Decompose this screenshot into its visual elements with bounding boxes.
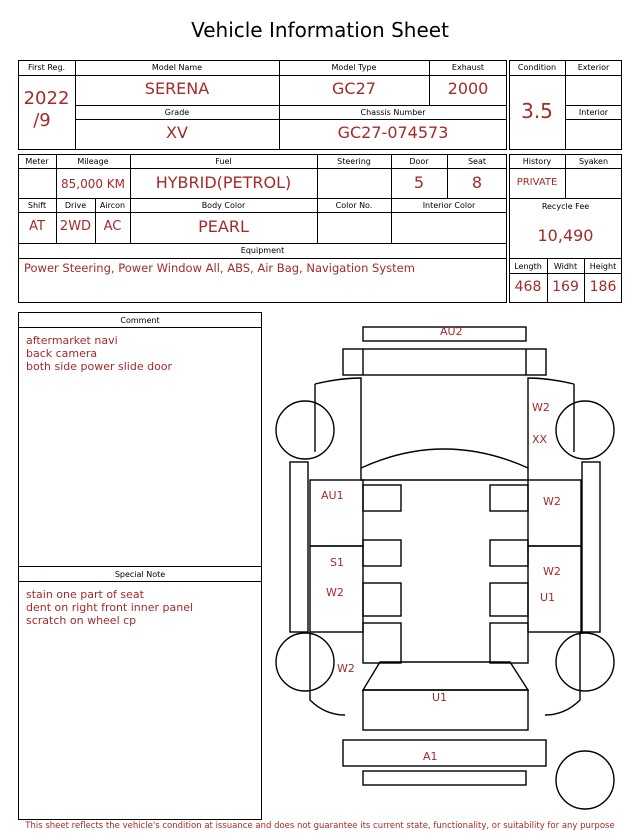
damage-mark: W2 (532, 401, 550, 414)
seat-value: 8 (471, 173, 483, 192)
damage-mark: U1 (432, 691, 448, 704)
body-color-label: Body Color (201, 201, 246, 210)
chassis-value: GC27-074573 (337, 123, 449, 142)
damage-mark: W2 (543, 495, 561, 508)
length-value: 468 (514, 279, 542, 295)
door-label: Door (409, 157, 429, 166)
first-reg-month: /9 (33, 110, 51, 131)
shift-label: Shift (27, 201, 47, 210)
comment-line: both side power slide door (26, 360, 173, 373)
damage-mark: S1 (330, 556, 344, 569)
damage-mark: W2 (337, 662, 355, 675)
model-type-value: GC27 (332, 79, 376, 98)
meter-label: Meter (25, 157, 49, 166)
model-type-label: Model Type (331, 63, 377, 72)
syaken-label: Syaken (578, 157, 609, 166)
height-value: 186 (589, 279, 617, 295)
sheet-title: Vehicle Information Sheet (191, 18, 449, 42)
chassis-label: Chassis Number (360, 108, 426, 117)
damage-mark: W2 (326, 586, 344, 599)
door-value: 5 (413, 173, 425, 192)
damage-mark: U1 (540, 591, 556, 604)
exhaust-value: 2000 (447, 79, 489, 98)
recycle-value: 10,490 (537, 226, 594, 245)
condition-score: 3.5 (521, 99, 553, 123)
fuel-label: Fuel (215, 157, 232, 166)
damage-marks (321, 325, 561, 763)
comment-label: Comment (120, 316, 160, 325)
first-reg-label: First Reg. (27, 63, 66, 72)
width-label: Widht (553, 262, 578, 271)
width-value: 169 (552, 279, 579, 295)
damage-mark: A1 (423, 750, 438, 763)
grade-value: XV (166, 123, 188, 142)
comment-line: back camera (26, 347, 98, 360)
aircon-value: AC (103, 219, 122, 234)
interior-color-label: Interior Color (422, 201, 476, 210)
height-label: Height (589, 262, 617, 271)
body-color-value: PEARL (198, 217, 249, 236)
condition-label: Condition (517, 63, 557, 72)
aircon-label: Aircon (99, 201, 126, 210)
model-name-label: Model Name (151, 63, 203, 72)
damage-mark: W2 (543, 565, 561, 578)
comment-line: aftermarket navi (26, 334, 118, 347)
exhaust-label: Exhaust (451, 63, 485, 72)
length-label: Length (514, 262, 542, 271)
damage-mark: AU2 (440, 325, 463, 338)
drive-value: 2WD (59, 219, 92, 234)
first-reg-year: 2022 (23, 88, 70, 109)
special-note-line: stain one part of seat (26, 588, 144, 601)
interior-label: Interior (578, 108, 609, 117)
special-note-line: dent on right front inner panel (26, 601, 194, 614)
model-name-value: SERENA (144, 79, 210, 98)
special-note-line: scratch on wheel cp (26, 614, 137, 627)
history-value: PRIVATE (516, 177, 558, 188)
mileage-value: 85,000 KM (60, 177, 126, 191)
mileage-label: Mileage (77, 157, 109, 166)
color-no-label: Color No. (335, 201, 373, 210)
drive-label: Drive (64, 201, 87, 210)
vehicle-diagram (262, 318, 626, 820)
equipment-label: Equipment (240, 246, 285, 255)
grade-label: Grade (164, 108, 190, 117)
history-label: History (522, 157, 552, 166)
damage-mark: AU1 (321, 489, 344, 502)
equipment-value: Power Steering, Power Window All, ABS, Air Bag, Navigation System (24, 261, 415, 275)
fuel-value: HYBRID(PETROL) (155, 173, 292, 192)
steering-label: Steering (337, 157, 371, 166)
shift-value: AT (29, 219, 45, 234)
disclaimer-footer: This sheet reflects the vehicle's condition at issuance and does not guarantee its current state, functionality, or suitability for any purpose (25, 821, 615, 831)
damage-mark: XX (532, 433, 548, 446)
seat-label: Seat (467, 157, 487, 166)
special-note-label: Special Note (114, 570, 166, 579)
exterior-label: Exterior (577, 63, 610, 72)
recycle-label: Recycle Fee (541, 202, 590, 211)
